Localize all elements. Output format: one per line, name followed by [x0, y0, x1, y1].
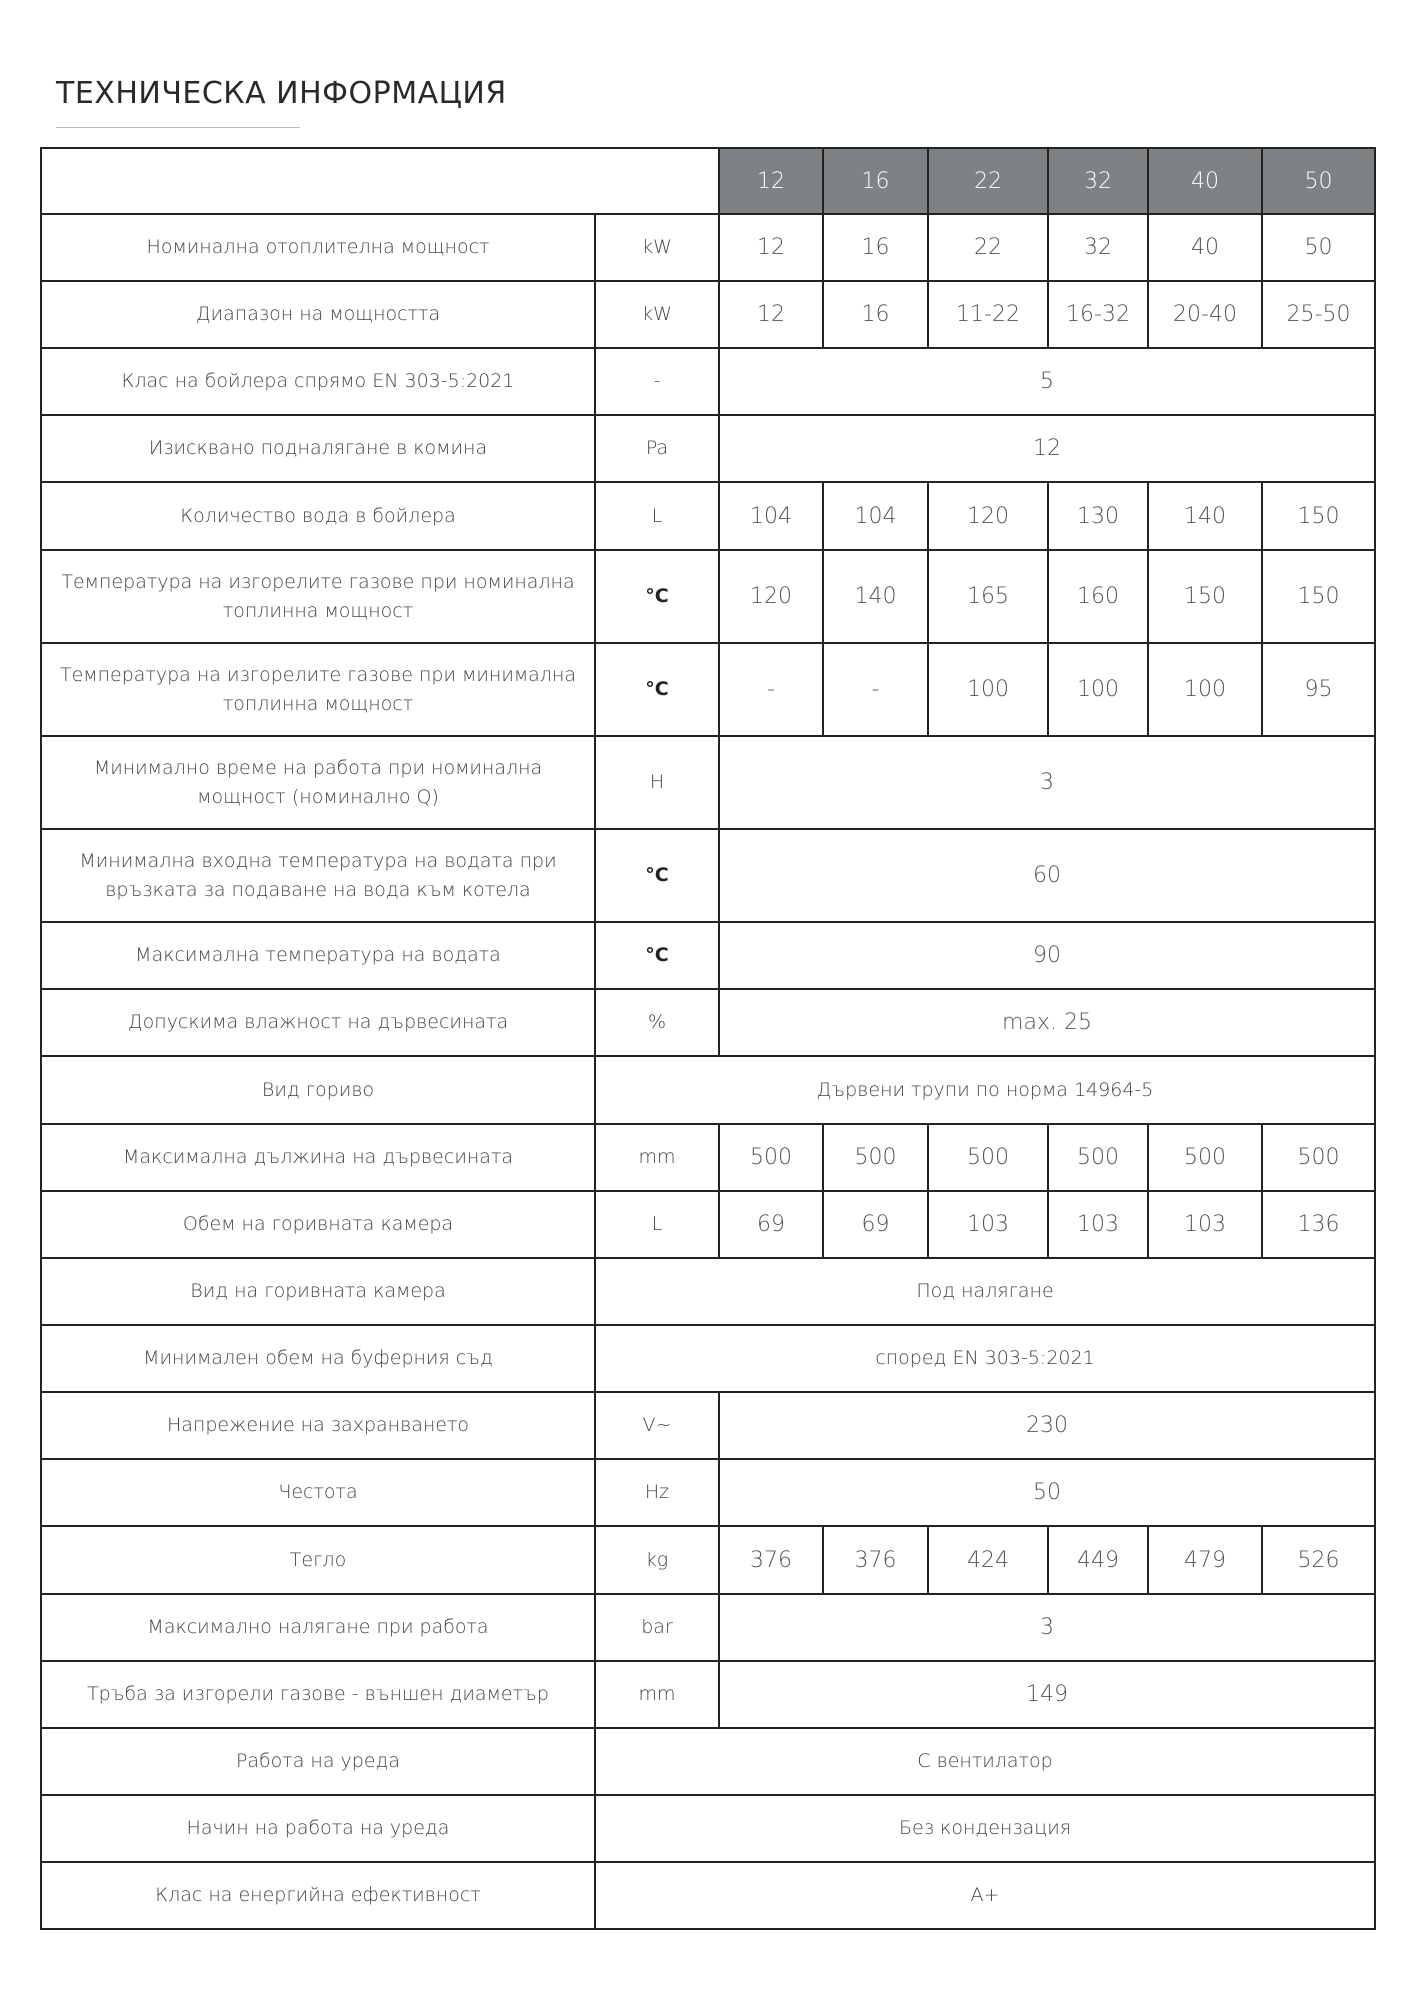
- technical-data-table: [40, 147, 1376, 1930]
- value-cell: -: [823, 643, 928, 736]
- value-cell: 500: [1048, 1124, 1148, 1191]
- value-cell: 90: [719, 922, 1375, 989]
- row-unit: Pa: [595, 415, 719, 482]
- value-cell: 40: [1148, 214, 1262, 281]
- value-cell: 20-40: [1148, 281, 1262, 348]
- value-cell: 150: [1262, 482, 1375, 550]
- value-cell: 104: [823, 482, 928, 550]
- table-row: [41, 922, 1375, 989]
- table-row: [41, 736, 1375, 829]
- table-row: [41, 1459, 1375, 1526]
- value-cell: 479: [1148, 1526, 1262, 1594]
- value-cell: 60: [719, 829, 1375, 922]
- value-cell: 500: [823, 1124, 928, 1191]
- value-cell: 103: [1148, 1191, 1262, 1258]
- table-row: [41, 1795, 1375, 1862]
- model-header-row: [41, 148, 1375, 214]
- value-cell: 140: [1148, 482, 1262, 550]
- row-label: Вид гориво: [41, 1056, 595, 1124]
- value-cell: 376: [719, 1526, 823, 1594]
- value-cell: 69: [823, 1191, 928, 1258]
- row-label: Клас на енергийна ефективност: [41, 1862, 595, 1929]
- row-label: Тръба за изгорели газове - външен диаметър: [41, 1661, 595, 1728]
- value-cell: 3: [719, 736, 1375, 829]
- value-cell: 120: [928, 482, 1048, 550]
- row-unit: H: [595, 736, 719, 829]
- row-unit: bar: [595, 1594, 719, 1661]
- row-label: Температура на изгорелите газове при номинална топлинна мощност: [41, 550, 595, 643]
- value-cell: 32: [1048, 214, 1148, 281]
- value-cell: 230: [719, 1392, 1375, 1459]
- table-row: [41, 415, 1375, 482]
- value-cell: 104: [719, 482, 823, 550]
- row-label: Номинална отоплителна мощност: [41, 214, 595, 281]
- row-label: Напрежение на захранването: [41, 1392, 595, 1459]
- value-cell: Дървени трупи по норма 14964-5: [595, 1056, 1375, 1124]
- table-row: [41, 1661, 1375, 1728]
- table-row: [41, 281, 1375, 348]
- row-label: Максимална температура на водата: [41, 922, 595, 989]
- value-cell: 130: [1048, 482, 1148, 550]
- table-row: [41, 1392, 1375, 1459]
- row-unit: °C: [595, 550, 719, 643]
- value-cell: 165: [928, 550, 1048, 643]
- row-label: Минимално време на работа при номинална мощност (номинално Q): [41, 736, 595, 829]
- table-row: [41, 1124, 1375, 1191]
- value-cell: 25-50: [1262, 281, 1375, 348]
- row-unit: %: [595, 989, 719, 1056]
- value-cell: 5: [719, 348, 1375, 415]
- value-cell: 12: [719, 214, 823, 281]
- value-cell: 500: [1262, 1124, 1375, 1191]
- value-cell: С вентилатор: [595, 1728, 1375, 1795]
- value-cell: 103: [1048, 1191, 1148, 1258]
- table-row: [41, 1728, 1375, 1795]
- value-cell: 500: [928, 1124, 1048, 1191]
- value-cell: 100: [1148, 643, 1262, 736]
- header-corner-cell: [41, 148, 719, 214]
- value-cell: 16: [823, 281, 928, 348]
- value-cell: 95: [1262, 643, 1375, 736]
- row-unit: °C: [595, 829, 719, 922]
- value-cell: 449: [1048, 1526, 1148, 1594]
- table-row: [41, 989, 1375, 1056]
- value-cell: 50: [1262, 214, 1375, 281]
- value-cell: 424: [928, 1526, 1048, 1594]
- row-label: Работа на уреда: [41, 1728, 595, 1795]
- value-cell: Под налягане: [595, 1258, 1375, 1325]
- table-row: [41, 348, 1375, 415]
- row-label: Допускима влажност на дървесината: [41, 989, 595, 1056]
- row-label: Диапазон на мощността: [41, 281, 595, 348]
- table-row: [41, 1191, 1375, 1258]
- row-unit: mm: [595, 1661, 719, 1728]
- row-label: Максимално налягане при работа: [41, 1594, 595, 1661]
- model-header-cell: 32: [1048, 148, 1148, 214]
- value-cell: 120: [719, 550, 823, 643]
- row-unit: kW: [595, 214, 719, 281]
- table-row: [41, 1862, 1375, 1929]
- row-unit: L: [595, 482, 719, 550]
- row-label: Минимален обем на буферния съд: [41, 1325, 595, 1392]
- value-cell: 160: [1048, 550, 1148, 643]
- value-cell: 12: [719, 281, 823, 348]
- row-unit: V~: [595, 1392, 719, 1459]
- row-label: Максимална дължина на дървесината: [41, 1124, 595, 1191]
- model-header-cell: 12: [719, 148, 823, 214]
- title-underline: [56, 127, 300, 128]
- row-unit: mm: [595, 1124, 719, 1191]
- row-label: Тегло: [41, 1526, 595, 1594]
- table-row: [41, 1056, 1375, 1124]
- row-label: Количество вода в бойлера: [41, 482, 595, 550]
- row-unit: -: [595, 348, 719, 415]
- table-row: [41, 1258, 1375, 1325]
- value-cell: 16: [823, 214, 928, 281]
- model-header-cell: 22: [928, 148, 1048, 214]
- table-row: [41, 482, 1375, 550]
- value-cell: 149: [719, 1661, 1375, 1728]
- table-row: [41, 829, 1375, 922]
- value-cell: 16-32: [1048, 281, 1148, 348]
- value-cell: max. 25: [719, 989, 1375, 1056]
- value-cell: 100: [928, 643, 1048, 736]
- value-cell: 500: [1148, 1124, 1262, 1191]
- value-cell: 500: [719, 1124, 823, 1191]
- model-header-cell: 16: [823, 148, 928, 214]
- value-cell: 100: [1048, 643, 1148, 736]
- row-label: Температура на изгорелите газове при минимална топлинна мощност: [41, 643, 595, 736]
- row-label: Честота: [41, 1459, 595, 1526]
- value-cell: -: [719, 643, 823, 736]
- row-unit: Hz: [595, 1459, 719, 1526]
- row-unit: L: [595, 1191, 719, 1258]
- row-unit: kW: [595, 281, 719, 348]
- row-label: Обем на горивната камера: [41, 1191, 595, 1258]
- row-unit: °C: [595, 643, 719, 736]
- model-header-cell: 50: [1262, 148, 1375, 214]
- value-cell: 376: [823, 1526, 928, 1594]
- value-cell: A+: [595, 1862, 1375, 1929]
- row-unit: °C: [595, 922, 719, 989]
- value-cell: 136: [1262, 1191, 1375, 1258]
- value-cell: Без кондензация: [595, 1795, 1375, 1862]
- row-label: Вид на горивната камера: [41, 1258, 595, 1325]
- row-label: Клас на бойлера спрямо EN 303-5:2021: [41, 348, 595, 415]
- value-cell: 103: [928, 1191, 1048, 1258]
- value-cell: 140: [823, 550, 928, 643]
- table-row: [41, 1526, 1375, 1594]
- table-row: [41, 214, 1375, 281]
- table-row: [41, 643, 1375, 736]
- table-row: [41, 1594, 1375, 1661]
- value-cell: 150: [1148, 550, 1262, 643]
- value-cell: 3: [719, 1594, 1375, 1661]
- value-cell: 22: [928, 214, 1048, 281]
- row-label: Начин на работа на уреда: [41, 1795, 595, 1862]
- value-cell: 69: [719, 1191, 823, 1258]
- page-title: ТЕХНИЧЕСКА ИНФОРМАЦИЯ: [56, 76, 507, 111]
- table-row: [41, 550, 1375, 643]
- row-unit: kg: [595, 1526, 719, 1594]
- row-label: Минимална входна температура на водата при връзката за подаване на вода към котела: [41, 829, 595, 922]
- value-cell: 150: [1262, 550, 1375, 643]
- value-cell: 11-22: [928, 281, 1048, 348]
- row-label: Изисквано подналягане в комина: [41, 415, 595, 482]
- value-cell: според EN 303-5:2021: [595, 1325, 1375, 1392]
- model-header-cell: 40: [1148, 148, 1262, 214]
- value-cell: 526: [1262, 1526, 1375, 1594]
- value-cell: 12: [719, 415, 1375, 482]
- value-cell: 50: [719, 1459, 1375, 1526]
- table-row: [41, 1325, 1375, 1392]
